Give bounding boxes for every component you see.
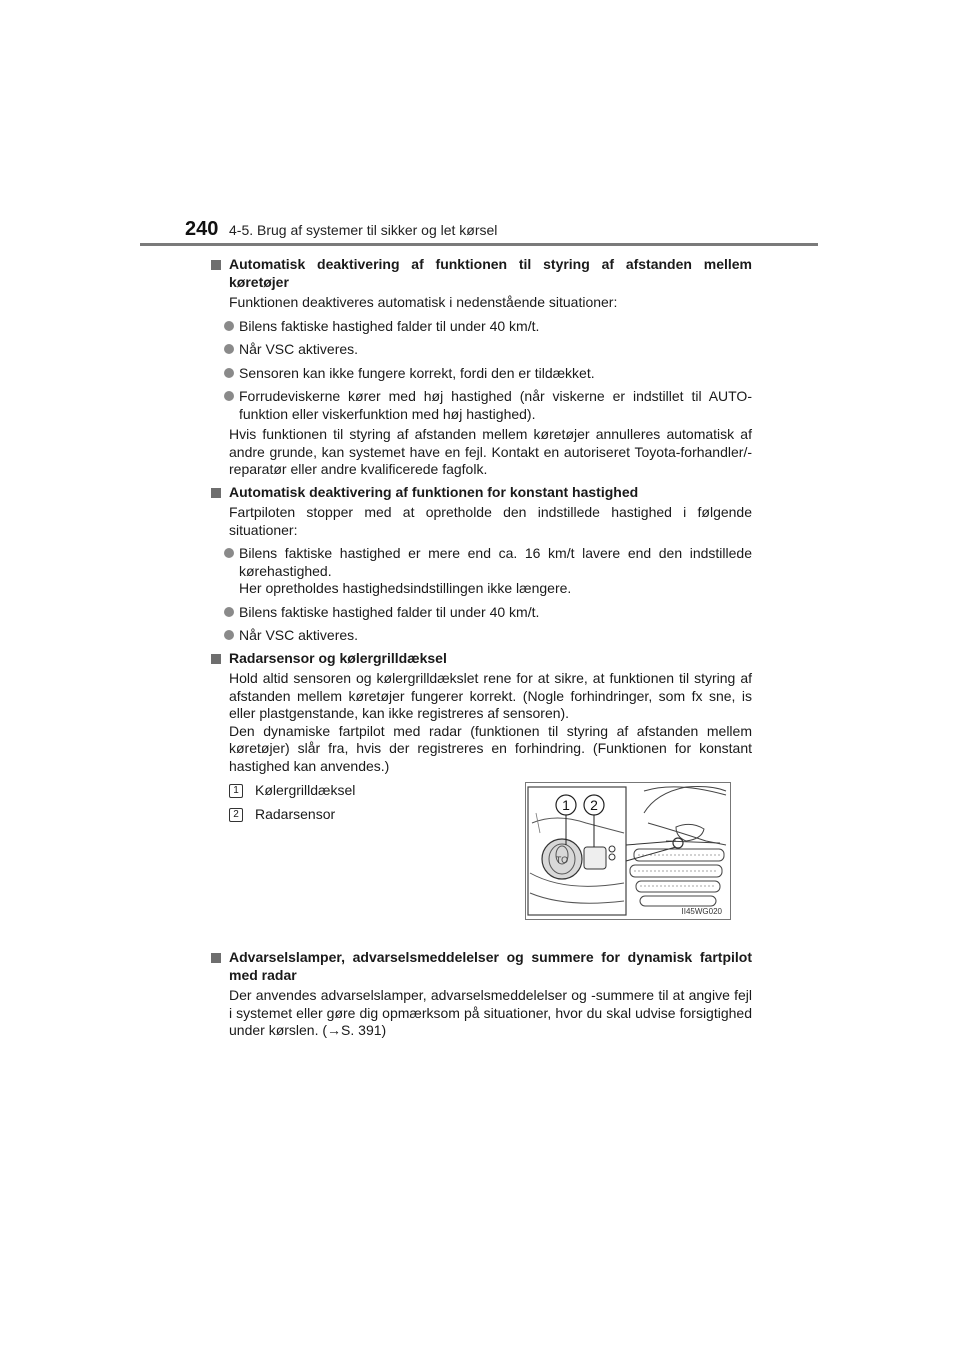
page-content: [210, 256, 752, 1040]
bullet-text-continued: Her opretholdes hastighedsindstillingen ikke længere.: [239, 580, 572, 596]
section-body: Der anvendes advarselslamper, advarselsmeddelelser og -summere til at angive fejl i systemet eller gøre dig opmærksom på situationer, hvor du skal udvise forsigtighed under kørslen. (→S. 391): [229, 987, 752, 1038]
section-body: Hold altid sensoren og kølergrilldækslet rene for at sikre, at funktionen til styring af afstanden mellem køretøjer fungerer korrekt. (Nogle forhindringer, som fx sne, is eller plastgenstande, kan ikke registreres af sensoren).: [229, 670, 752, 721]
bullet-item: Når VSC aktiveres.: [229, 627, 752, 645]
radar-sensor-illustration: [525, 782, 731, 920]
figure-code: II45WG020: [681, 907, 722, 916]
car-front-drawing: [526, 783, 730, 919]
callout-2: 2: [590, 797, 598, 813]
bullet-item: Forrudeviskerne kører med høj hastighed (når viskerne er indstillet til AUTO-funktion eller viskerfunktion med høj hastighed).: [229, 388, 752, 423]
bullet-item: Bilens faktiske hastighed falder til under 40 km/t.: [229, 318, 752, 336]
section-outro: Hvis funktionen til styring af afstanden mellem køretøjer annulleres automatisk af andre grunde, kan systemet have en fejl. Kontakt en autoriseret Toyota-forhandler/-reparatør eller andre kvalificerede fagfolk.: [229, 426, 752, 477]
bullet-item: Bilens faktiske hastighed falder til under 40 km/t.: [229, 604, 752, 622]
section-heading: Radarsensor og kølergrilldæksel: [229, 650, 752, 668]
bullet-text: Bilens faktiske hastighed er mere end ca. 16 km/t lavere end den indstillede kørehastighed.: [239, 545, 752, 579]
figure-legend: [229, 779, 509, 827]
page-number: 240: [185, 218, 219, 240]
section-heading: Advarselslamper, advarselsmeddelelser og summere for dynamisk fartpilot med radar: [229, 949, 752, 983]
header-rule: [140, 243, 818, 246]
legend-label: Kølergrilldæksel: [255, 782, 356, 799]
section-deactivation-constant-speed: [210, 484, 752, 645]
bullet-item: Sensoren kan ikke fungere korrekt, fordi den er tildækket.: [229, 365, 752, 383]
legend-label: Radarsensor: [255, 806, 336, 823]
bullet-item: [229, 545, 752, 598]
callout-1: 1: [562, 797, 570, 813]
section-deactivation-distance-control: [210, 256, 752, 479]
emblem-mark: TO: [555, 855, 569, 865]
legend-number: 1: [229, 784, 243, 798]
section-body: Den dynamiske fartpilot med radar (funktionen til styring af afstanden mellem køretøjer) slår fra, hvis der registreres en forhindring. (Funktionen for konstant hastighed kan anvendes.): [229, 722, 752, 774]
bullet-item: Når VSC aktiveres.: [229, 341, 752, 359]
section-intro: Funktionen deaktiveres automatisk i nedenstående situationer:: [229, 294, 618, 310]
chapter-title: 4-5. Brug af systemer til sikker og let kørsel: [229, 222, 498, 238]
legend-item: [229, 803, 509, 827]
section-heading: Automatisk deaktivering af funktionen til styring af afstanden mellem køretøjer: [229, 256, 752, 290]
legend-number: 2: [229, 808, 243, 822]
legend-item: [229, 779, 509, 803]
section-heading: Automatisk deaktivering af funktionen for konstant hastighed: [229, 484, 752, 502]
section-warning-lights: [210, 949, 752, 1040]
section-intro: Fartpiloten stopper med at opretholde den indstillede hastighed i følgende situationer:: [229, 504, 752, 538]
